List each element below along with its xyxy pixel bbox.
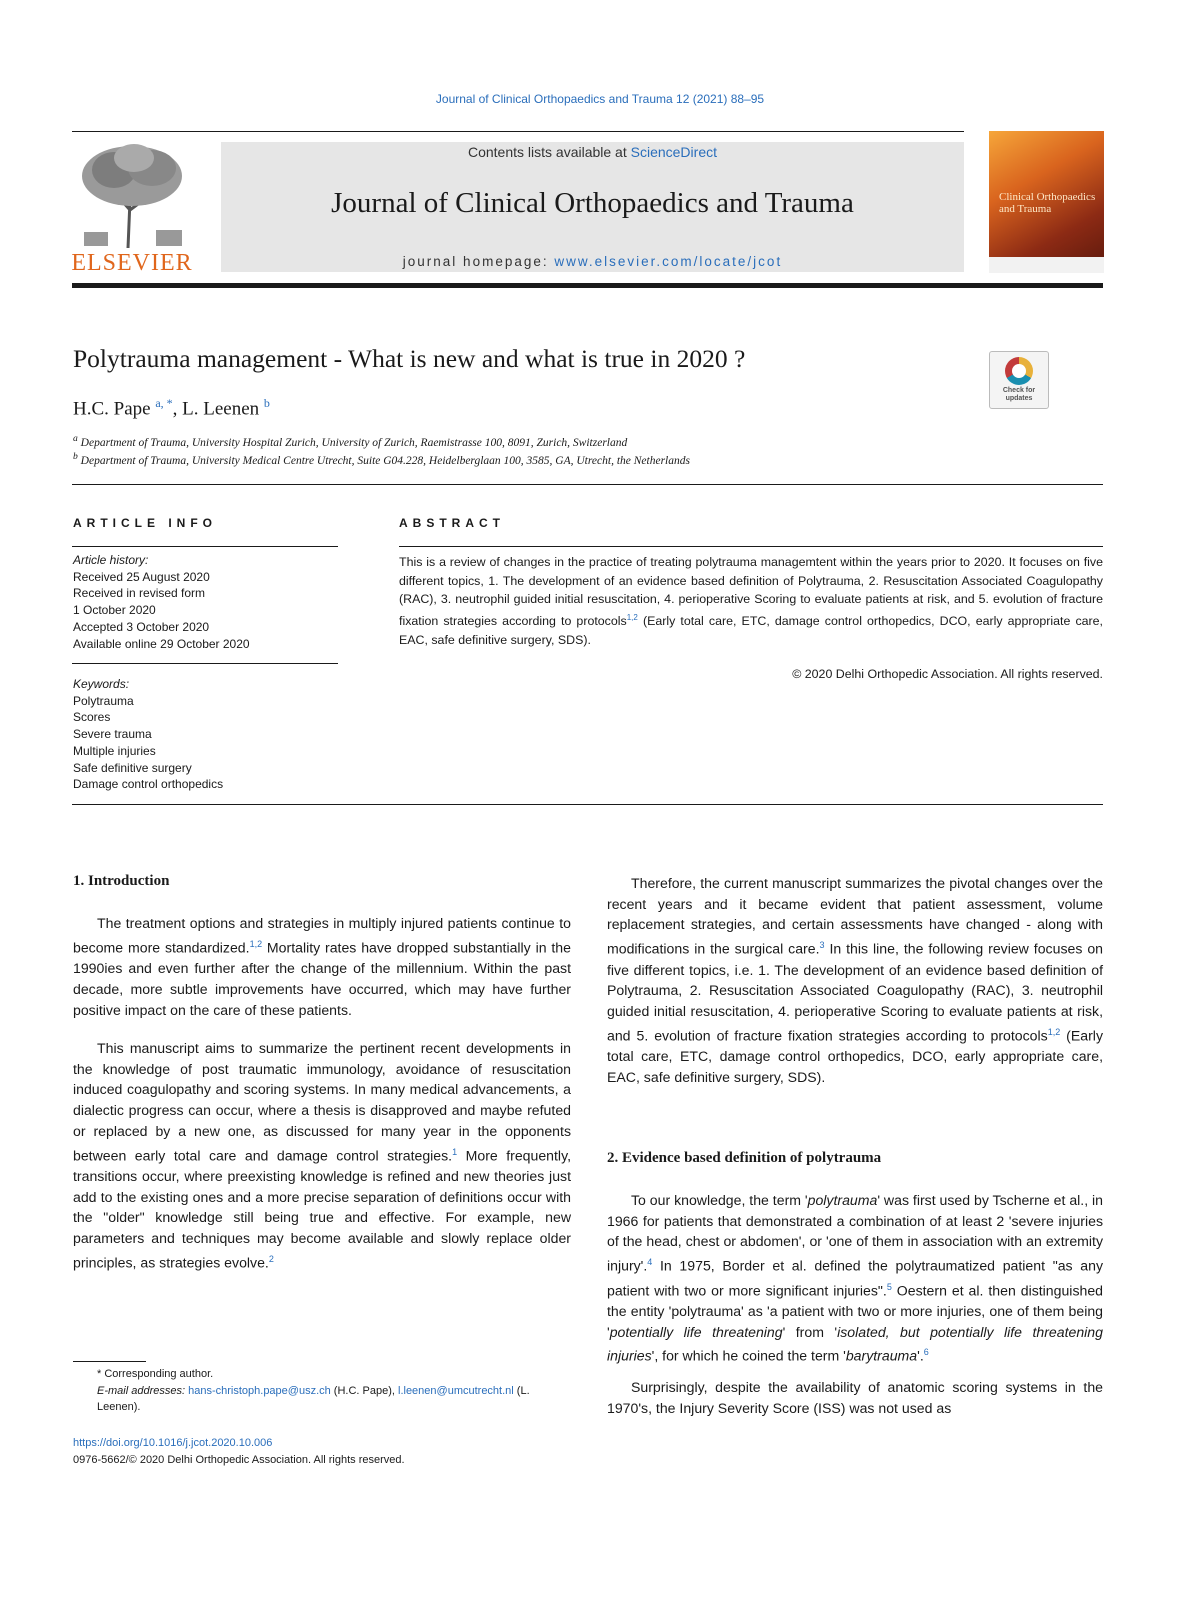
intro-continued-paragraph xyxy=(607,873,1103,1087)
s2-text: ' from ' xyxy=(782,1323,838,1340)
author-list xyxy=(73,396,270,420)
journal-citation[interactable]: Journal of Clinical Orthopaedics and Trauma 12 (2021) 88–95 xyxy=(435,92,765,106)
ref-mark[interactable]: 1,2 xyxy=(1047,1026,1061,1037)
email-pape-link[interactable]: hans-christoph.pape@usz.ch xyxy=(188,1384,331,1397)
introduction-paragraph-1 xyxy=(73,913,571,1020)
email-label: E-mail addresses: xyxy=(97,1384,186,1397)
abstract-body xyxy=(399,553,1103,649)
affiliation-rule xyxy=(72,484,1103,485)
cover-title: Clinical Orthopaedics and Trauma xyxy=(999,191,1096,215)
cover-footer xyxy=(989,257,1104,273)
right-p1-text-a: Therefore, the current manuscript summarizes the pivotal changes over the recent years and it became evident that patient assessment, volume replacement strategies, and certain assessments have changed - along with modifications in the surgical care. xyxy=(607,875,1103,957)
intro-p2-text-a: This manuscript aims to summarize the pertinent recent developments in the knowledge of post traumatic immunology, avoidance of resuscitation induced coagulopathy and scoring systems. In many medical advancements, a dialectic progress can occur, where a thesis is disapproved and maybe refuted or replaced by a new one, as discussed for many year in the opponents between early total care and damage control strategies. xyxy=(73,1040,571,1164)
corresponding-line xyxy=(73,1366,571,1383)
s2-emphasis: barytrauma xyxy=(845,1347,918,1364)
affiliation-a-text: Department of Trauma, University Hospital Zurich, University of Zurich, Raemistrasse 100, 8091, Zurich, Switzerland xyxy=(80,436,628,449)
intro-p1-text-a: The treatment options and strategies in multiply injured patients continue to become more standardized. xyxy=(73,915,571,956)
footnote-rule xyxy=(73,1361,146,1362)
email-pape-who: (H.C. Pape), xyxy=(330,1384,398,1397)
history-item: Available online 29 October 2020 xyxy=(73,636,250,651)
keyword-item[interactable]: Scores xyxy=(73,710,111,725)
journal-banner xyxy=(221,142,964,272)
corresponding-label: Corresponding author. xyxy=(101,1368,214,1380)
author-pape-affil-mark[interactable]: a, * xyxy=(155,396,173,410)
info-rule xyxy=(72,546,338,547)
check-updates-label: Check for updates xyxy=(1002,387,1036,402)
journal-title: Journal of Clinical Orthopaedics and Trauma xyxy=(331,187,854,219)
intro-p2-text-b: More frequently, transitions occur, where preexisting knowledge is refined and new theories just add to the existing ones and a more precise separation of definitions occur with the "older" knowledge still being true and effective. For example, new parameters and techniques may become available and slowly replace older principles, as strategies evolve. xyxy=(73,1147,571,1271)
ref-mark[interactable]: 3 xyxy=(819,940,825,951)
affiliation-b-mark: b xyxy=(73,451,78,462)
article-title: Polytrauma management - What is new and what is true in 2020 ? xyxy=(73,344,746,373)
email-leenen-who: (L. Leenen). xyxy=(97,1384,530,1413)
sciencedirect-link[interactable]: ScienceDirect xyxy=(630,144,717,160)
contents-prefix: Contents lists available at xyxy=(467,144,631,160)
journal-cover-image[interactable] xyxy=(989,131,1104,273)
info-divider xyxy=(72,663,338,664)
history-item: Received 25 August 2020 xyxy=(73,569,210,584)
s2-text: In 1975, Border et al. defined the polytraumatized patient "as any patient with two or more significant injuries". xyxy=(607,1257,1103,1299)
keyword-item[interactable]: Damage control orthopedics xyxy=(73,777,224,792)
abstract-heading: ABSTRACT xyxy=(399,516,505,530)
elsevier-logo[interactable] xyxy=(68,140,196,276)
s2-emphasis: isolated, but potentially life threatening injuries xyxy=(607,1323,1103,1364)
header-bottom-rule xyxy=(72,283,1103,288)
s2-text: '. xyxy=(917,1347,924,1364)
abstract-rule xyxy=(399,546,1103,547)
abstract-copyright: © 2020 Delhi Orthopedic Association. All rights reserved. xyxy=(792,667,1103,681)
doi-link[interactable]: https://doi.org/10.1016/j.jcot.2020.10.006 xyxy=(73,1437,273,1449)
history-item: 1 October 2020 xyxy=(73,603,156,618)
author-pape[interactable]: H.C. Pape xyxy=(73,398,151,420)
homepage-line xyxy=(221,254,964,269)
contents-line xyxy=(221,144,964,160)
keyword-item[interactable]: Severe trauma xyxy=(73,727,152,742)
footnote-star: * xyxy=(97,1368,102,1380)
keyword-item[interactable]: Safe definitive surgery xyxy=(73,760,192,775)
email-leenen-link[interactable]: l.leenen@umcutrecht.nl xyxy=(398,1384,514,1397)
check-for-updates-button[interactable] xyxy=(989,351,1049,409)
keywords-list xyxy=(73,676,223,793)
author-separator: , xyxy=(172,398,183,420)
corresponding-author-footnote xyxy=(73,1366,571,1416)
homepage-link[interactable]: www.elsevier.com/locate/jcot xyxy=(554,254,783,269)
homepage-prefix: journal homepage: xyxy=(402,254,555,269)
keywords-label: Keywords: xyxy=(73,677,130,691)
article-history xyxy=(73,552,250,652)
section-2-heading: 2. Evidence based definition of polytrauma xyxy=(607,1150,882,1166)
affiliation-a xyxy=(73,433,627,449)
check-updates-icon-center xyxy=(1012,364,1026,378)
abstract-text-a: This is a review of changes in the practice of treating polytrauma managemtent within the years prior to 2020. It focuses on five different topics, 1. The development of an evidence based definition of Polytrauma, 2. Resuscitation Associated Coagulopathy (RAC), 3. neutrophil guided initial resuscitation, 4. perioperative Scoring to evaluate patients at risk, and 5. evolution of fracture fixation strategies according to protocols xyxy=(399,555,1103,628)
header-top-rule xyxy=(72,131,964,132)
email-line xyxy=(73,1383,571,1416)
right-p1-text-b: In this line, the following review focuses on five different topics, i.e. 1. The development of an evidence based definition of Polytrauma, 2. Resuscitation Associated Coagulopathy (RAC), 3. neutrophil guided initial resuscitation, 4. perioperative Scoring to evaluate patients at risk, and 5. evolution of fracture fixation strategies according to protocols xyxy=(607,940,1103,1044)
history-item: Received in revised form xyxy=(73,586,206,601)
section-2-paragraph-1 xyxy=(607,1190,1103,1367)
s2-emphasis: polytrauma xyxy=(807,1192,878,1208)
issn-copyright: 0976-5662/© 2020 Delhi Orthopedic Association. All rights reserved. xyxy=(73,1454,405,1466)
s2-text: To our knowledge, the term ' xyxy=(631,1192,808,1208)
ref-mark[interactable]: 6 xyxy=(923,1347,929,1358)
history-item: Accepted 3 October 2020 xyxy=(73,619,210,634)
right-p1-text-c: (Early total care, ETC, damage control orthopedics, DCO, early appropriate care, EAC, safe definitive surgery, SDS). xyxy=(607,1027,1103,1085)
elsevier-wordmark: ELSEVIER xyxy=(71,250,193,276)
elsevier-tree-icon xyxy=(74,140,190,248)
article-info-heading: ARTICLE INFO xyxy=(73,516,217,530)
s2-text: Oestern et al. then distinguished the entity 'polytrauma' as 'a patient with two or more injuries, one of them being ' xyxy=(607,1282,1104,1340)
intro-ref[interactable]: 1 xyxy=(452,1146,458,1157)
keyword-item[interactable]: Polytrauma xyxy=(73,693,134,708)
author-leenen[interactable]: L. Leenen xyxy=(182,398,260,420)
intro-p1-text-b: Mortality rates have dropped substantially in the 1990ies and even further after the change of the millennium. Within the past decade, more subtle improvements have occurred, which may have further positive impact on the care of these patients. xyxy=(73,939,571,1018)
intro-ref[interactable]: 1,2 xyxy=(249,938,263,949)
affiliation-a-mark: a xyxy=(73,433,78,444)
keyword-item[interactable]: Multiple injuries xyxy=(73,743,156,758)
ref-mark[interactable]: 4 xyxy=(647,1257,653,1268)
author-leenen-affil-mark[interactable]: b xyxy=(263,396,270,410)
affiliation-b xyxy=(73,451,690,467)
abstract-ref[interactable]: 1,2 xyxy=(626,612,638,622)
ref-mark[interactable]: 5 xyxy=(886,1281,892,1292)
abstract-text-b: (Early total care, ETC, damage control orthopedics, DCO, early appropriate care, EAC, safe definitive surgery, SDS). xyxy=(399,613,1103,647)
s2-text: ' was first used by Tscherne et al., in 1966 for patients that demonstrated a combination of at least 2 'severe injuries of the head, chest or abdomen', or 'one of them in association with an extremity injury'. xyxy=(607,1192,1104,1274)
intro-ref[interactable]: 2 xyxy=(268,1253,274,1264)
s2-text: ', for which he coined the term ' xyxy=(651,1347,846,1364)
affiliation-b-text: Department of Trauma, University Medical Centre Utrecht, Suite G04.228, Heidelberglaan 100, 3585, GA, Utrecht, the Netherlands xyxy=(80,454,690,467)
history-label: Article history: xyxy=(73,553,149,567)
introduction-heading: 1. Introduction xyxy=(73,873,170,889)
s2-emphasis: potentially life threatening xyxy=(609,1323,783,1340)
section-2-paragraph-2: Surprisingly, despite the availability of anatomic scoring systems in the 1970's, the Injury Severity Score (ISS) was not used as xyxy=(607,1379,1103,1416)
introduction-paragraph-2 xyxy=(73,1038,571,1273)
abstract-bottom-rule xyxy=(72,804,1103,805)
